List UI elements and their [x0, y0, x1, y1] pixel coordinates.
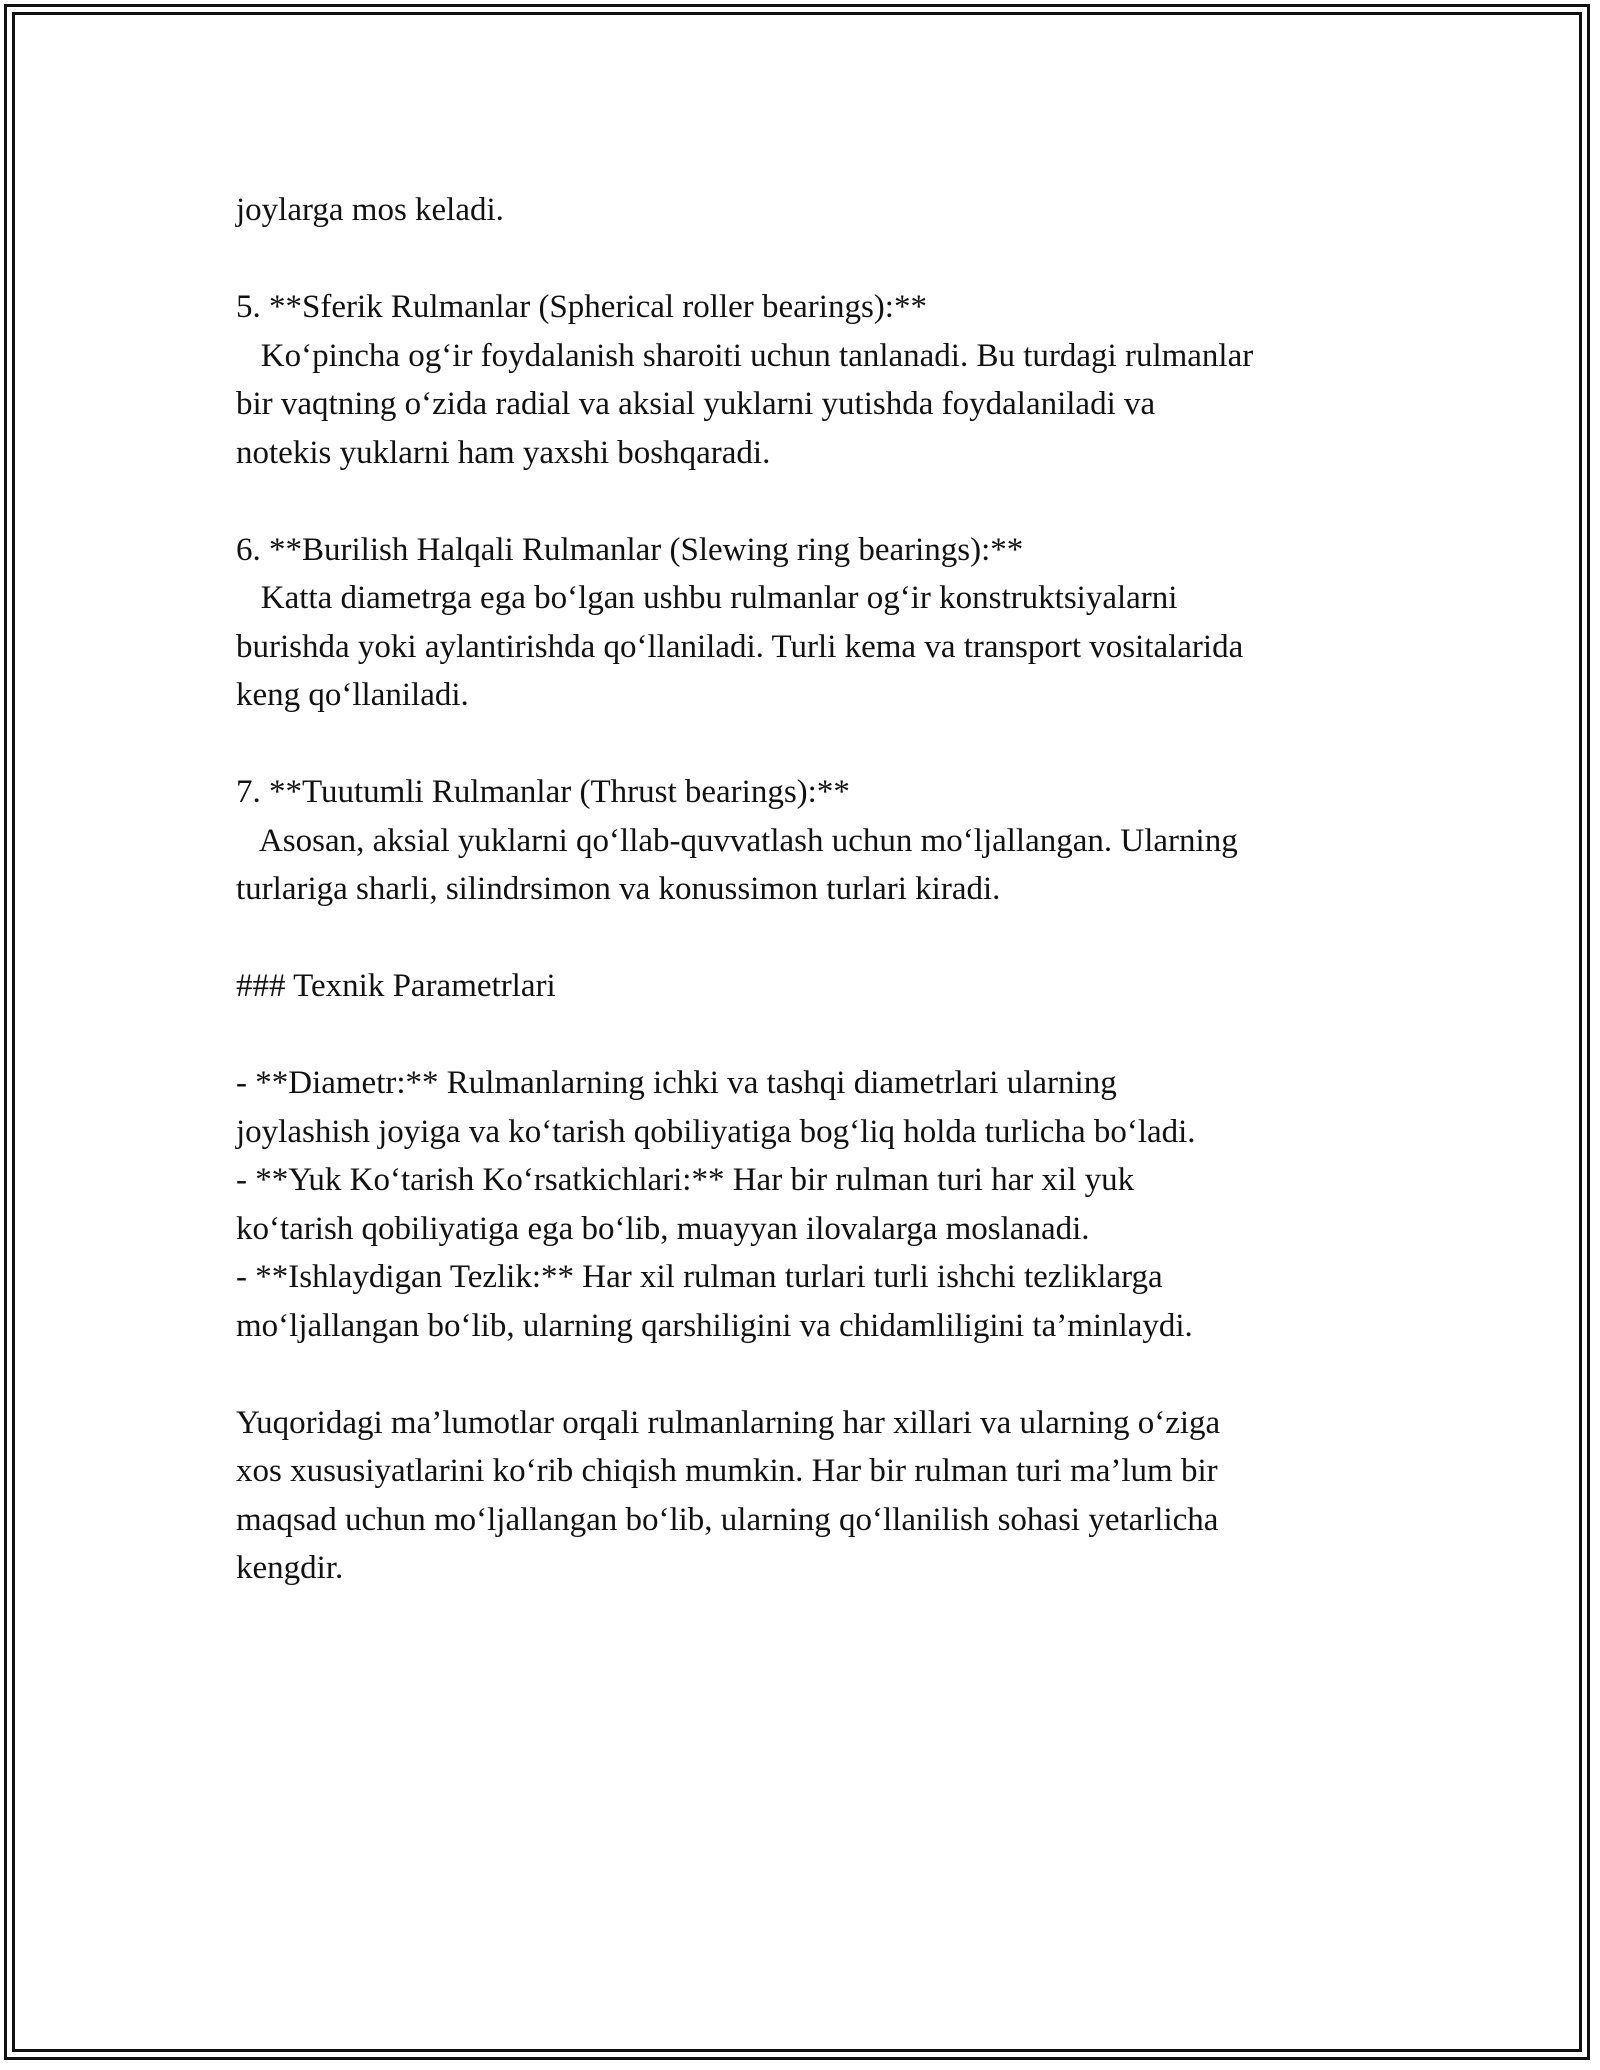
conclusion-line: maqsad uchun mo‘ljallangan bo‘lib, ularning qo‘llanilish sohasi yetarlicha	[236, 1501, 1219, 1538]
section-7-line: Asosan, aksial yuklarni qo‘llab-quvvatlash uchun mo‘ljallangan. Ularning	[236, 822, 1238, 859]
params-heading: ### Texnik Parametrlari	[236, 968, 556, 1004]
section-6-line: Katta diametrga ega bo‘lgan ushbu rulmanlar og‘ir konstruktsiyalarni	[236, 580, 1178, 616]
spacer	[236, 477, 1416, 526]
conclusion-line: kengdir.	[236, 1550, 344, 1586]
params-line: - **Yuk Ko‘tarish Ko‘rsatkichlari:** Har bir rulman turi har xil yuk	[236, 1162, 1135, 1198]
conclusion-line: Yuqoridagi ma’lumotlar orqali rulmanlarning har xillari va ularning o‘ziga	[236, 1404, 1221, 1441]
section-5-line: Ko‘pincha og‘ir foydalanish sharoiti uchun tanlanadi. Bu turdagi rulmanlar	[236, 337, 1254, 374]
spacer	[236, 1011, 1416, 1060]
spacer	[236, 235, 1416, 284]
params-line: joylashish joyiga va ko‘tarish qobiliyatiga bog‘liq holda turlicha bo‘ladi.	[236, 1113, 1196, 1150]
params-line: - **Ishlaydigan Tezlik:** Har xil rulman turlari turli ishchi tezliklarga	[236, 1259, 1163, 1295]
spacer	[236, 720, 1416, 769]
spacer	[236, 914, 1416, 963]
section-5-line: notekis yuklarni ham yaxshi boshqaradi.	[236, 434, 771, 471]
params-line: ko‘tarish qobiliyatiga ega bo‘lib, muayyan ilovalarga moslanadi.	[236, 1210, 1090, 1247]
section-6-heading: 6. **Burilish Halqali Rulmanlar (Slewing ring bearings):**	[236, 531, 1024, 568]
intro-tail: joylarga mos keladi.	[236, 192, 504, 228]
section-6-line: burishda yoki aylantirishda qo‘llaniladi. Turli kema va transport vositalarida	[236, 628, 1244, 665]
section-7-heading: 7. **Tuutumli Rulmanlar (Thrust bearings):**	[236, 774, 850, 810]
section-5-heading: 5. **Sferik Rulmanlar (Spherical roller bearings):**	[236, 289, 927, 325]
document-body	[236, 186, 1416, 1593]
section-6-line: keng qo‘llaniladi.	[236, 677, 469, 713]
section-5-line: bir vaqtning o‘zida radial va aksial yuklarni yutishda foydalaniladi va	[236, 386, 1156, 422]
spacer	[236, 1350, 1416, 1399]
conclusion-line: xos xususiyatlarini ko‘rib chiqish mumkin. Har bir rulman turi ma’lum bir	[236, 1453, 1218, 1489]
section-7-line: turlariga sharli, silindrsimon va konussimon turlari kiradi.	[236, 871, 1001, 907]
params-line: mo‘ljallangan bo‘lib, ularning qarshiligini va chidamliligini ta’minlaydi.	[236, 1307, 1193, 1344]
params-line: - **Diametr:** Rulmanlarning ichki va tashqi diametrlari ularning	[236, 1065, 1117, 1101]
